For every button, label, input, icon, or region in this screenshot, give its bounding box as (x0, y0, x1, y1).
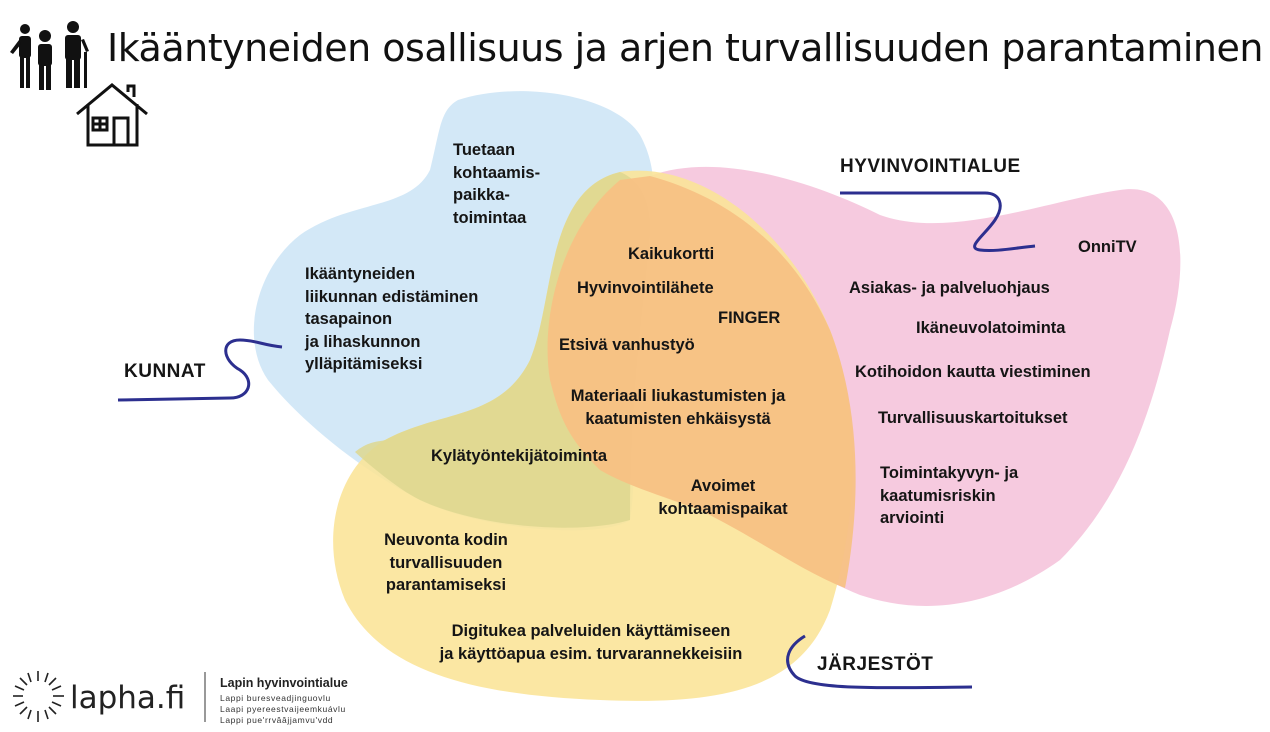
item-hyvinvointilahete: Hyvinvointilähete (577, 279, 714, 297)
item-tuetaan: Tuetaan kohtaamis- paikka- toimintaa (453, 141, 541, 227)
item-finger: FINGER (718, 309, 781, 327)
item-ikaneuvola: Ikäneuvolatoiminta (916, 319, 1066, 337)
group-label-jarjestot: JÄRJESTÖT (817, 654, 934, 675)
item-onnitv: OnniTV (1078, 238, 1137, 256)
item-kylatyontekija: Kylätyöntekijätoiminta (431, 447, 608, 465)
item-materiaali: Materiaali liukastumisten ja kaatumisten ehkäisystä (570, 387, 786, 428)
org-name: Lapin hyvinvointialue (220, 676, 348, 690)
group-label-hyvinvointialue: HYVINVOINTIALUE (840, 156, 1021, 177)
item-turvallisuuskartoitukset: Turvallisuuskartoitukset (878, 409, 1068, 427)
item-asiakas-palveluohjaus: Asiakas- ja palveluohjaus (849, 279, 1050, 297)
lapha-sun-logo-icon (13, 671, 64, 722)
item-toimintakyky: Toimintakyvyn- ja kaatumisriskin arviointi (880, 464, 1019, 527)
house-icon (77, 85, 147, 145)
item-kotihoito: Kotihoidon kautta viestiminen (855, 363, 1091, 381)
item-etsiva-vanhustyo: Etsivä vanhustyö (559, 336, 695, 354)
item-neuvonta: Neuvonta kodin turvallisuuden parantamiseksi (384, 531, 508, 594)
elderly-family-icon (10, 21, 89, 90)
org-sub-2: Laapi pyereestvaijeemkuávlu (220, 704, 346, 714)
lapha-logo-text: lapha.fi (70, 680, 186, 716)
page-title: Ikääntyneiden osallisuus ja arjen turvallisuuden parantaminen (107, 26, 1263, 70)
org-sub-3: Lappi pue'rrvââjjamvu'vdd (220, 715, 334, 725)
item-avoimet-kohtaamispaikat: Avoimet kohtaamispaikat (658, 477, 788, 518)
item-kaikukortti: Kaikukortti (628, 245, 715, 263)
group-label-kunnat: KUNNAT (124, 361, 206, 382)
item-liikunta: Ikääntyneiden liikunnan edistäminen tasapainon ja lihaskunnon ylläpitämiseksi (305, 265, 479, 373)
item-digitukea: Digitukea palveluiden käyttämiseen ja käyttöapua esim. turvarannekkeisiin (439, 622, 743, 663)
org-sub-1: Lappi buresveadjinguovlu (220, 693, 331, 703)
